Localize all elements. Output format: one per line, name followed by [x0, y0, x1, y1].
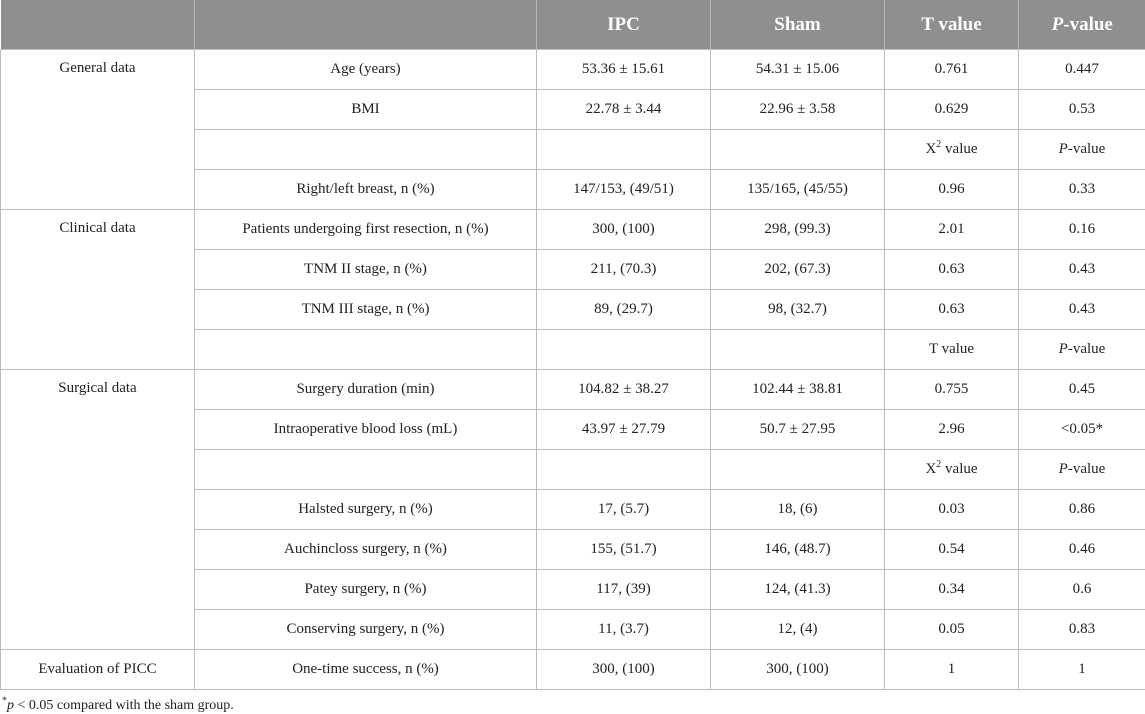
- row-label: Conserving surgery, n (%): [195, 610, 537, 650]
- group-surgical: Surgical data: [1, 370, 195, 650]
- row-label: Right/left breast, n (%): [195, 170, 537, 210]
- header-group: [1, 0, 195, 50]
- header-variable: [195, 0, 537, 50]
- cell-stat: 0.34: [885, 570, 1019, 610]
- group-general: General data: [1, 50, 195, 210]
- footnote-p: p: [7, 698, 14, 713]
- table-footnote: [0, 690, 1145, 714]
- chi-square-label: $X^2$ value: [885, 130, 1019, 170]
- cell-p: 0.53: [1019, 90, 1145, 130]
- cell-sham: 12, (4): [711, 610, 885, 650]
- cell-ipc: 300, (100): [537, 650, 711, 690]
- cell-stat: 2.01: [885, 210, 1019, 250]
- p-value-label: P-value: [1019, 330, 1145, 370]
- row-label: TNM III stage, n (%): [195, 290, 537, 330]
- cell-ipc: 89, (29.7): [537, 290, 711, 330]
- empty-cell: [195, 130, 537, 170]
- group-clinical: Clinical data: [1, 210, 195, 370]
- cell-p: 0.43: [1019, 250, 1145, 290]
- cell-sham: 50.7 ± 27.95: [711, 410, 885, 450]
- cell-p: 0.6: [1019, 570, 1145, 610]
- cell-stat: 1: [885, 650, 1019, 690]
- row-label: Auchincloss surgery, n (%): [195, 530, 537, 570]
- row-label: One-time success, n (%): [195, 650, 537, 690]
- cell-p: 0.86: [1019, 490, 1145, 530]
- table-row: [1, 370, 1145, 410]
- p-value-label: P-value: [1019, 130, 1145, 170]
- row-label: TNM II stage, n (%): [195, 250, 537, 290]
- cell-ipc: 117, (39): [537, 570, 711, 610]
- empty-cell: [537, 450, 711, 490]
- empty-cell: [711, 450, 885, 490]
- empty-cell: [537, 330, 711, 370]
- cell-p: 0.447: [1019, 50, 1145, 90]
- cell-sham: 202, (67.3): [711, 250, 885, 290]
- cell-sham: 300, (100): [711, 650, 885, 690]
- cell-ipc: 11, (3.7): [537, 610, 711, 650]
- empty-cell: [711, 130, 885, 170]
- cell-sham: 146, (48.7): [711, 530, 885, 570]
- cell-ipc: 43.97 ± 27.79: [537, 410, 711, 450]
- cell-stat: 0.03: [885, 490, 1019, 530]
- row-label: Patients undergoing first resection, n (%): [195, 210, 537, 250]
- cell-stat: 0.63: [885, 250, 1019, 290]
- cell-p: 0.43: [1019, 290, 1145, 330]
- header-t-value: T value: [885, 0, 1019, 50]
- group-picc: Evaluation of PICC: [1, 650, 195, 690]
- cell-sham: 124, (41.3): [711, 570, 885, 610]
- cell-sham: 102.44 ± 38.81: [711, 370, 885, 410]
- cell-p: 0.33: [1019, 170, 1145, 210]
- header-p-value: P-value: [1019, 0, 1145, 50]
- cell-p: <0.05*: [1019, 410, 1145, 450]
- cell-p: 0.46: [1019, 530, 1145, 570]
- cell-sham: 22.96 ± 3.58: [711, 90, 885, 130]
- empty-cell: [711, 330, 885, 370]
- header-sham: Sham: [711, 0, 885, 50]
- cell-sham: 298, (99.3): [711, 210, 885, 250]
- cell-sham: 18, (6): [711, 490, 885, 530]
- empty-cell: [537, 130, 711, 170]
- row-label: Age (years): [195, 50, 537, 90]
- cell-ipc: 147/153, (49/51): [537, 170, 711, 210]
- cell-p: 0.45: [1019, 370, 1145, 410]
- cell-ipc: 53.36 ± 15.61: [537, 50, 711, 90]
- header-row: [1, 0, 1145, 50]
- row-label: Intraoperative blood loss (mL): [195, 410, 537, 450]
- cell-sham: 54.31 ± 15.06: [711, 50, 885, 90]
- footnote-text: < 0.05 compared with the sham group.: [14, 698, 234, 713]
- cell-ipc: 211, (70.3): [537, 250, 711, 290]
- cell-ipc: 17, (5.7): [537, 490, 711, 530]
- cell-ipc: 155, (51.7): [537, 530, 711, 570]
- cell-ipc: 22.78 ± 3.44: [537, 90, 711, 130]
- empty-cell: [195, 450, 537, 490]
- row-label: Patey surgery, n (%): [195, 570, 537, 610]
- header-ipc: IPC: [537, 0, 711, 50]
- row-label: Halsted surgery, n (%): [195, 490, 537, 530]
- cell-p: 0.16: [1019, 210, 1145, 250]
- cell-stat: 0.96: [885, 170, 1019, 210]
- cell-stat: 0.755: [885, 370, 1019, 410]
- cell-p: 0.83: [1019, 610, 1145, 650]
- empty-cell: [195, 330, 537, 370]
- cell-ipc: 300, (100): [537, 210, 711, 250]
- cell-stat: 0.761: [885, 50, 1019, 90]
- cell-stat: 0.629: [885, 90, 1019, 130]
- chi-square-label: $X^2$ value: [885, 450, 1019, 490]
- row-label: BMI: [195, 90, 537, 130]
- p-value-label: P-value: [1019, 450, 1145, 490]
- t-value-label: T value: [885, 330, 1019, 370]
- table-row: [1, 50, 1145, 90]
- footnote-star: *: [2, 695, 7, 706]
- cell-sham: 135/165, (45/55): [711, 170, 885, 210]
- cell-stat: 0.54: [885, 530, 1019, 570]
- table-row: [1, 650, 1145, 690]
- cell-ipc: 104.82 ± 38.27: [537, 370, 711, 410]
- cell-sham: 98, (32.7): [711, 290, 885, 330]
- cell-stat: 0.05: [885, 610, 1019, 650]
- cell-stat: 2.96: [885, 410, 1019, 450]
- cell-stat: 0.63: [885, 290, 1019, 330]
- cell-p: 1: [1019, 650, 1145, 690]
- table-row: [1, 210, 1145, 250]
- row-label: Surgery duration (min): [195, 370, 537, 410]
